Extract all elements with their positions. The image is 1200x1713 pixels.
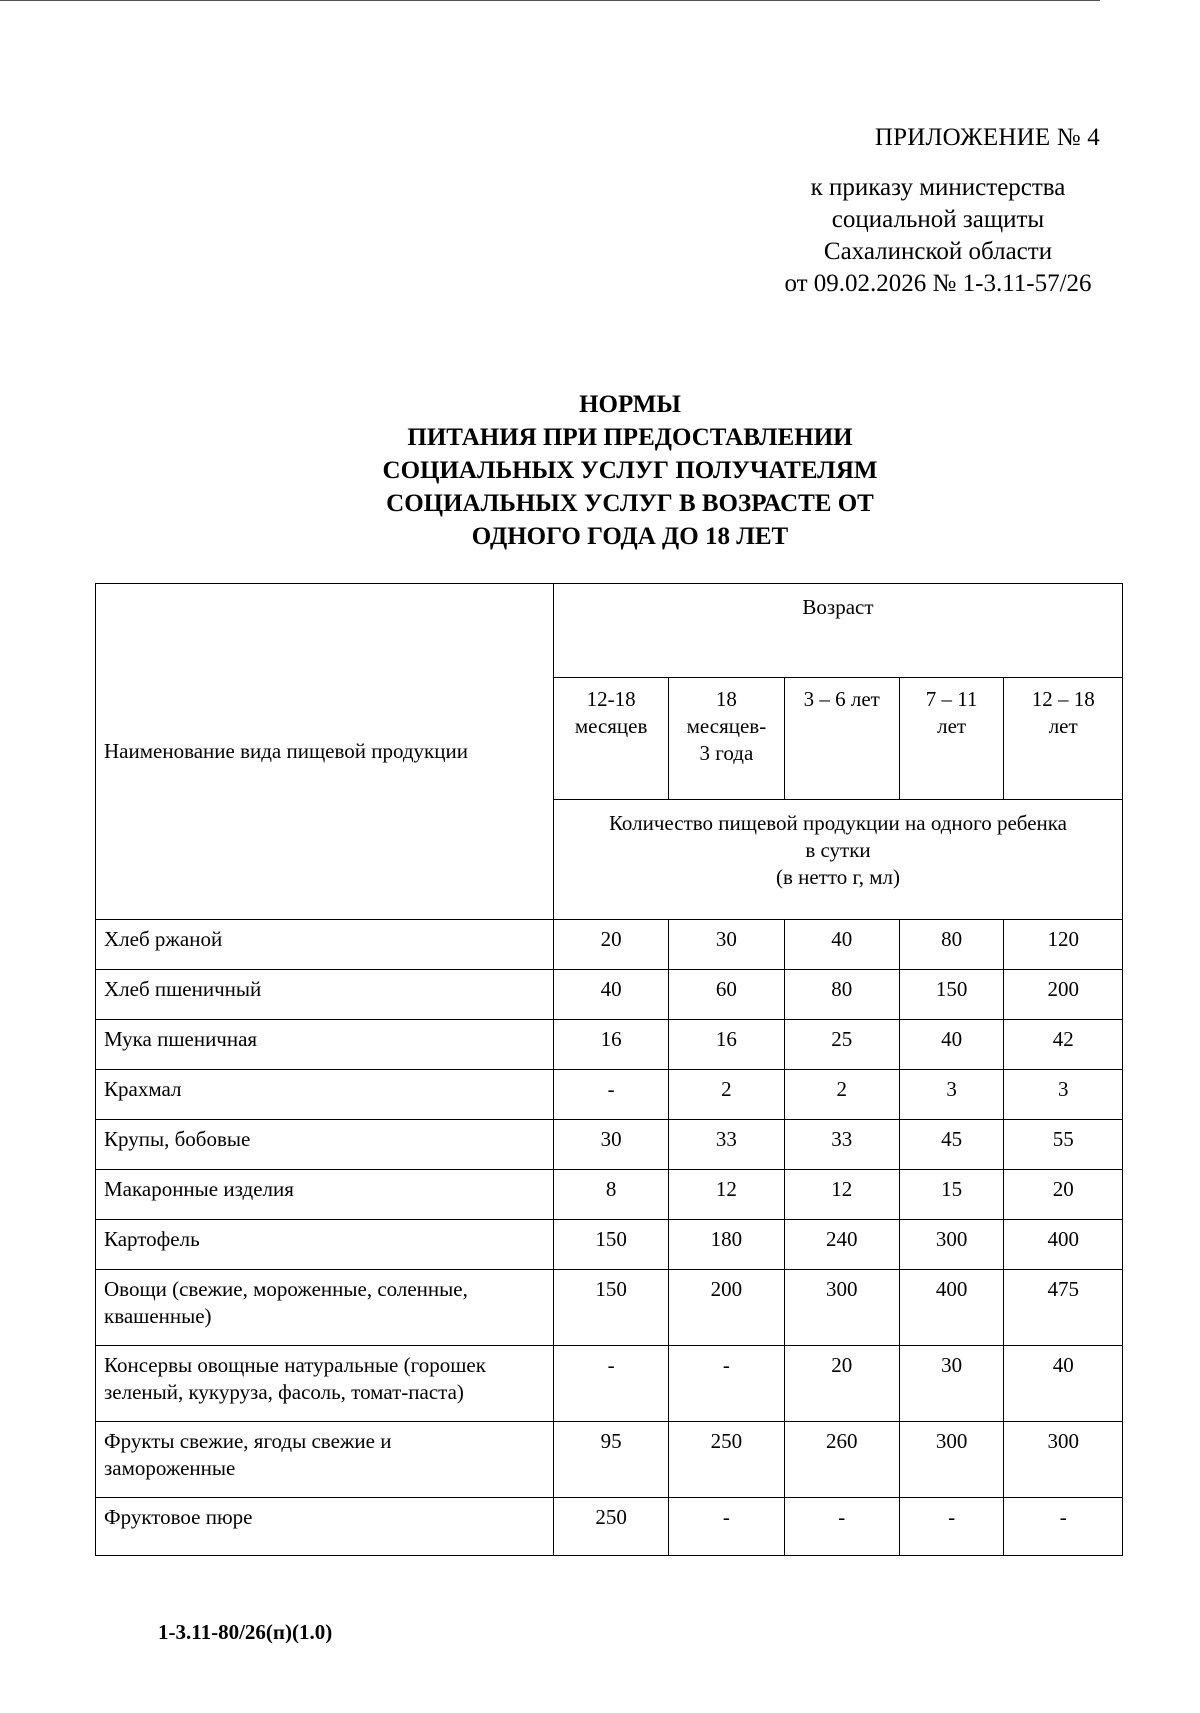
quantity-cell: - xyxy=(553,1346,668,1422)
quantity-header-line: (в нетто г, мл) xyxy=(775,865,901,889)
quantity-header xyxy=(553,800,1122,920)
quantity-cell: - xyxy=(669,1346,784,1422)
quantity-cell: 80 xyxy=(899,920,1004,970)
quantity-cell: 260 xyxy=(784,1422,899,1498)
quantity-cell: 60 xyxy=(669,970,784,1020)
document-code: 1-3.11-80/26(п)(1.0) xyxy=(158,1620,333,1644)
title-line: ПИТАНИЯ ПРИ ПРЕДОСТАВЛЕНИИ xyxy=(407,424,853,451)
age-column-label: 12 – 18 xyxy=(1031,687,1095,711)
quantity-cell: 16 xyxy=(669,1020,784,1070)
age-column-label: 7 – 11 xyxy=(925,687,978,711)
annex-line: социальной защиты xyxy=(831,206,1045,233)
quantity-cell: 40 xyxy=(553,970,668,1020)
product-name-cell xyxy=(96,1270,554,1346)
quantity-cell: 42 xyxy=(1004,1020,1123,1070)
age-header: Возраст xyxy=(553,584,1122,678)
quantity-cell: - xyxy=(784,1498,899,1556)
page-edge-line xyxy=(0,0,1100,1)
age-column-label: 3 – 6 лет xyxy=(803,687,880,711)
document-title xyxy=(300,388,960,553)
quantity-cell: - xyxy=(1004,1498,1123,1556)
quantity-cell: 30 xyxy=(899,1346,1004,1422)
quantity-cell: 40 xyxy=(899,1020,1004,1070)
annex-line: к приказу министерства xyxy=(810,174,1066,201)
age-column-header xyxy=(899,678,1004,800)
product-name-line: Фруктовое пюре xyxy=(104,1505,253,1529)
quantity-cell: 120 xyxy=(1004,920,1123,970)
quantity-header-line: Количество пищевой продукции на одного ребенка xyxy=(608,811,1067,835)
quantity-cell: 16 xyxy=(553,1020,668,1070)
product-name-line: Овощи (свежие, мороженные, соленные, xyxy=(104,1277,468,1301)
table-row xyxy=(96,1020,1123,1070)
quantity-cell: 12 xyxy=(669,1170,784,1220)
table-row xyxy=(96,1498,1123,1556)
product-name-line: Крупы, бобовые xyxy=(104,1127,251,1151)
product-name-cell xyxy=(96,1346,554,1422)
product-name-line: Крахмал xyxy=(104,1077,182,1101)
table-row xyxy=(96,1070,1123,1120)
product-name-line: квашенные) xyxy=(104,1304,212,1328)
product-name-cell xyxy=(96,1220,554,1270)
quantity-cell: 8 xyxy=(553,1170,668,1220)
product-name-line: Картофель xyxy=(104,1227,200,1251)
quantity-cell: 150 xyxy=(553,1270,668,1346)
quantity-cell: 40 xyxy=(1004,1346,1123,1422)
product-name-header: Наименование вида пищевой продукции xyxy=(96,584,554,920)
annex-title: ПРИЛОЖЕНИЕ № 4 xyxy=(874,124,1100,151)
quantity-cell: 20 xyxy=(784,1346,899,1422)
quantity-cell: 33 xyxy=(669,1120,784,1170)
product-name-line: Фрукты свежие, ягоды свежие и xyxy=(104,1429,392,1453)
product-name-line: Консервы овощные натуральные (горошек xyxy=(104,1353,486,1377)
annex-line: Сахалинской области xyxy=(823,238,1053,265)
quantity-header-line: в сутки xyxy=(805,838,871,862)
table-row xyxy=(96,1220,1123,1270)
product-name-cell xyxy=(96,1498,554,1556)
age-column-label: 12-18 xyxy=(586,687,636,711)
quantity-cell: 20 xyxy=(1004,1170,1123,1220)
quantity-cell: 33 xyxy=(784,1120,899,1170)
quantity-cell: 300 xyxy=(899,1422,1004,1498)
table-row xyxy=(96,970,1123,1020)
age-column-header xyxy=(553,678,668,800)
quantity-cell: 400 xyxy=(899,1270,1004,1346)
quantity-cell: 3 xyxy=(1004,1070,1123,1120)
product-name-cell xyxy=(96,970,554,1020)
age-column-header xyxy=(669,678,784,800)
table-row xyxy=(96,920,1123,970)
product-name-cell xyxy=(96,1120,554,1170)
product-name-cell xyxy=(96,1422,554,1498)
quantity-cell: 20 xyxy=(553,920,668,970)
quantity-cell: 400 xyxy=(1004,1220,1123,1270)
annex-block xyxy=(688,124,1108,300)
table-row xyxy=(96,1422,1123,1498)
quantity-cell: - xyxy=(669,1498,784,1556)
title-line: ОДНОГО ГОДА ДО 18 ЛЕТ xyxy=(471,523,789,550)
quantity-cell: 30 xyxy=(669,920,784,970)
product-name-cell xyxy=(96,920,554,970)
product-name-line: Макаронные изделия xyxy=(104,1177,294,1201)
quantity-cell: - xyxy=(553,1070,668,1120)
product-name-line: Хлеб ржаной xyxy=(104,927,223,951)
age-column-header xyxy=(784,678,899,800)
age-column-label: месяцев- xyxy=(686,714,767,738)
quantity-cell: - xyxy=(899,1498,1004,1556)
quantity-cell: 30 xyxy=(553,1120,668,1170)
quantity-cell: 15 xyxy=(899,1170,1004,1220)
table-row xyxy=(96,1120,1123,1170)
table-row xyxy=(96,1346,1123,1422)
quantity-cell: 200 xyxy=(1004,970,1123,1020)
quantity-cell: 240 xyxy=(784,1220,899,1270)
quantity-cell: 40 xyxy=(784,920,899,970)
quantity-cell: 475 xyxy=(1004,1270,1123,1346)
table-row xyxy=(96,1270,1123,1346)
quantity-cell: 12 xyxy=(784,1170,899,1220)
quantity-cell: 300 xyxy=(899,1220,1004,1270)
annex-order-reference xyxy=(768,172,1108,300)
quantity-cell: 300 xyxy=(1004,1422,1123,1498)
quantity-cell: 150 xyxy=(553,1220,668,1270)
quantity-cell: 200 xyxy=(669,1270,784,1346)
nutrition-norms-table xyxy=(95,583,1123,1556)
age-column-label: месяцев xyxy=(574,714,648,738)
quantity-cell: 2 xyxy=(669,1070,784,1120)
product-name-line: замороженные xyxy=(104,1456,236,1480)
title-line: СОЦИАЛЬНЫХ УСЛУГ В ВОЗРАСТЕ ОТ xyxy=(386,490,874,517)
quantity-cell: 25 xyxy=(784,1020,899,1070)
quantity-cell: 2 xyxy=(784,1070,899,1120)
age-column-label: лет xyxy=(937,714,967,738)
quantity-cell: 150 xyxy=(899,970,1004,1020)
table-row xyxy=(96,1170,1123,1220)
age-column-label: 3 года xyxy=(699,741,754,765)
quantity-cell: 180 xyxy=(669,1220,784,1270)
age-column-header xyxy=(1004,678,1123,800)
quantity-cell: 45 xyxy=(899,1120,1004,1170)
product-name-cell xyxy=(96,1170,554,1220)
product-name-line: Хлеб пшеничный xyxy=(104,977,262,1001)
annex-line: от 09.02.2026 № 1-3.11-57/26 xyxy=(784,270,1092,297)
age-column-label: лет xyxy=(1048,714,1078,738)
quantity-cell: 55 xyxy=(1004,1120,1123,1170)
quantity-cell: 250 xyxy=(669,1422,784,1498)
quantity-cell: 250 xyxy=(553,1498,668,1556)
quantity-cell: 80 xyxy=(784,970,899,1020)
product-name-cell xyxy=(96,1020,554,1070)
quantity-cell: 95 xyxy=(553,1422,668,1498)
product-name-line: Мука пшеничная xyxy=(104,1027,258,1051)
product-name-cell xyxy=(96,1070,554,1120)
age-column-label: 18 xyxy=(715,687,737,711)
quantity-cell: 300 xyxy=(784,1270,899,1346)
quantity-cell: 3 xyxy=(899,1070,1004,1120)
title-line: НОРМЫ xyxy=(579,391,681,418)
product-name-line: зеленый, кукуруза, фасоль, томат-паста) xyxy=(104,1380,464,1404)
title-line: СОЦИАЛЬНЫХ УСЛУГ ПОЛУЧАТЕЛЯМ xyxy=(382,457,878,484)
